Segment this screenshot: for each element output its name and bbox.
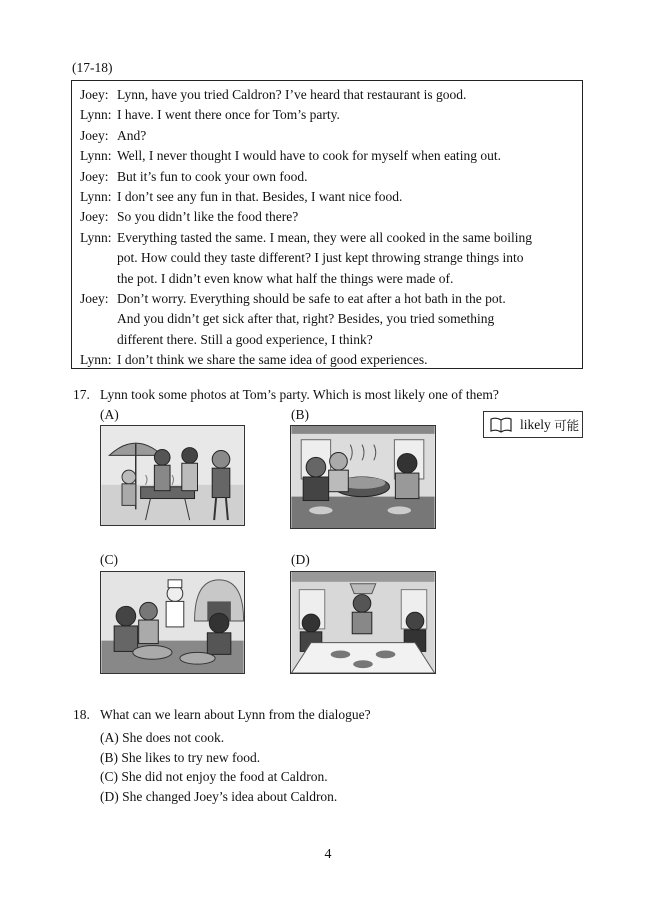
line-text: Lynn, have you tried Caldron? I’ve heard that restaurant is good. [117, 87, 467, 102]
speaker: Joey: [80, 87, 109, 102]
speaker: Lynn: [80, 229, 112, 245]
speaker: Joey: [80, 127, 109, 143]
speaker: Joey: [80, 291, 109, 307]
dialogue-line [80, 105, 582, 125]
dialogue-line [80, 167, 582, 187]
dialogue-box [71, 80, 583, 369]
speaker: Joey: [80, 209, 109, 225]
hot-pot-illustration [291, 426, 435, 528]
line-text: But it’s fun to cook your own food. [117, 168, 308, 184]
line-text: And? [117, 127, 147, 143]
line-text: I have. I went there once for Tom’s party. [117, 107, 340, 123]
q18-choices [100, 728, 337, 806]
dialogue-line [80, 85, 582, 105]
vocab-meaning: 可能 [554, 417, 580, 433]
option-d-picture[interactable] [290, 571, 436, 674]
option-c-picture[interactable] [100, 571, 245, 674]
choice-b[interactable]: (B) She likes to try new food. [100, 749, 261, 765]
option-c-label: (C) [100, 552, 118, 567]
question-number: 17. [73, 387, 90, 402]
choice-c[interactable]: (C) She did not enjoy the food at Caldron. [100, 769, 328, 784]
barbecue-illustration [101, 426, 244, 525]
line-text: I don’t think we share the same idea of good experiences. [117, 352, 428, 368]
option-a-picture[interactable] [100, 425, 245, 526]
page-number: 4 [324, 847, 332, 862]
line-text: Well, I never thought I would have to cook for myself when eating out. [117, 148, 501, 164]
option-b-label: (B) [291, 407, 309, 422]
choice-d[interactable]: (D) She changed Joey’s idea about Caldron. [100, 788, 338, 804]
line-text: Everything tasted the same. I mean, they were all cooked in the same boiling pot. How could they taste different? I just kept throwing strange things into the pot. I didn’t even know what half the things were made of. [117, 229, 532, 286]
choice-a[interactable]: (A) She does not cook. [100, 730, 225, 745]
book-icon [490, 417, 512, 433]
question-stem: Lynn took some photos at Tom’s party. Which is most likely one of them? [100, 387, 499, 402]
question-stem: What can we learn about Lynn from the dialogue? [100, 707, 371, 722]
dialogue-line [80, 146, 582, 166]
dialogue-line [80, 207, 582, 227]
vocabulary-note [483, 411, 583, 438]
speaker: Lynn: [80, 352, 112, 368]
fine-dining-illustration [291, 572, 435, 673]
speaker: Lynn: [80, 107, 112, 123]
option-d-label: (D) [291, 552, 310, 567]
line-text: Don’t worry. Everything should be safe to eat after a hot bath in the pot. And you didn’t get sick after that, right? Besides, you tried something different there. Still a good experience, I think? [117, 291, 506, 347]
pizza-illustration [101, 572, 244, 673]
line-text: So you didn’t like the food there? [117, 209, 299, 225]
option-b-picture[interactable] [290, 425, 436, 529]
dialogue-line [80, 228, 582, 289]
question-range-label: (17-18) [72, 60, 113, 75]
dialogue-line [80, 350, 582, 370]
option-a-label: (A) [100, 407, 119, 422]
speaker: Joey: [80, 168, 109, 184]
dialogue-line [80, 126, 582, 146]
vocab-word: likely [520, 416, 551, 432]
speaker: Lynn: [80, 189, 112, 205]
speaker: Lynn: [80, 148, 112, 164]
dialogue-line [80, 187, 582, 207]
line-text: I don’t see any fun in that. Besides, I want nice food. [117, 189, 403, 205]
dialogue-line [80, 289, 582, 350]
question-number: 18. [73, 707, 90, 722]
